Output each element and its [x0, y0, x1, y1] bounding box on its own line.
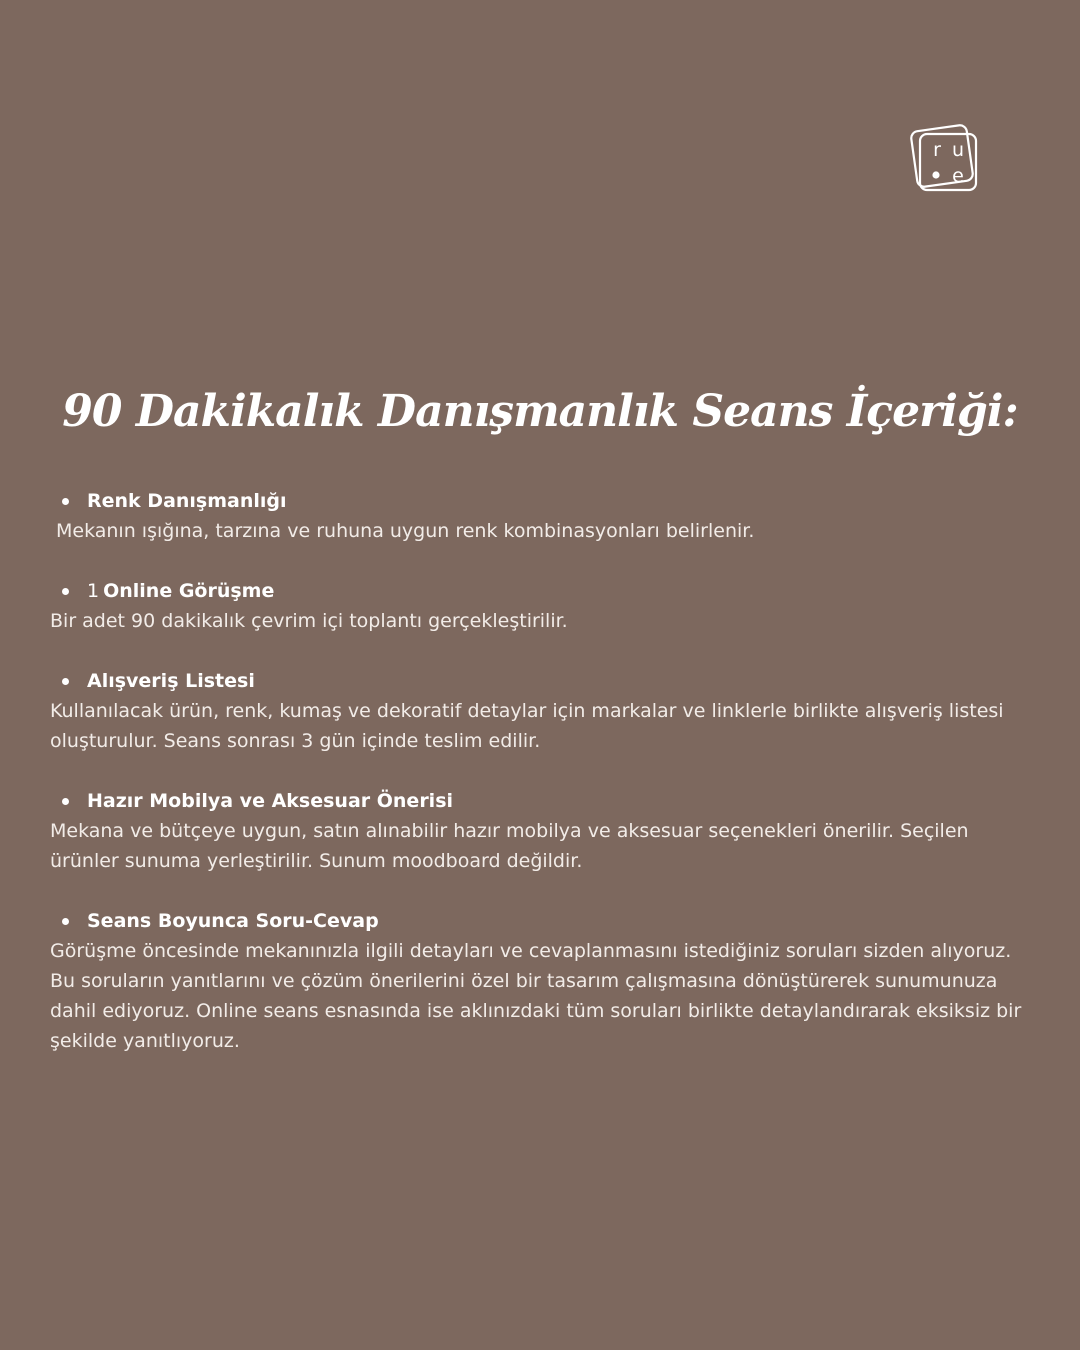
- item-heading: [50, 786, 1040, 816]
- item-description: Görüşme öncesinde mekanınızla ilgili detayları ve cevaplanmasını istediğiniz soruları sizden alıyoruz. Bu soruların yanıtlarını ve çözüm önerilerini özel bir tasarım çalışmasına dönüştürerek sunumunuza dahil ediyoruz. Online seans esnasında ise aklınızdaki tüm soruları birlikte detaylandırarak eksiksiz bir şekilde yanıtlıyoruz.: [50, 940, 1022, 1052]
- list-item: [50, 786, 1040, 876]
- content-list: [50, 486, 1040, 1086]
- item-title-text: Alışveriş Listesi: [87, 670, 255, 692]
- list-item: [50, 666, 1040, 756]
- item-description: Kullanılacak ürün, renk, kumaş ve dekoratif detaylar için markalar ve linklerle birlikte alışveriş listesi oluşturulur. Seans sonrası 3 gün içinde teslim edilir.: [50, 700, 1004, 752]
- logo-dot: [932, 171, 939, 178]
- bullet-icon: [62, 918, 69, 925]
- item-description: Mekanın ışığına, tarzına ve ruhuna uygun renk kombinasyonları belirlenir.: [56, 520, 755, 542]
- page-title: 90 Dakikalık Danışmanlık Seans İçeriği:: [62, 386, 1018, 437]
- item-title: [87, 580, 274, 602]
- list-item: [50, 576, 1040, 636]
- bullet-icon: [62, 798, 69, 805]
- item-title: [87, 490, 287, 512]
- logo-letter-r: r: [933, 139, 941, 161]
- item-heading: [50, 576, 1040, 606]
- item-title: [87, 670, 255, 692]
- item-title-text: Online Görüşme: [103, 580, 275, 602]
- item-heading: [50, 486, 1040, 516]
- bullet-icon: [62, 588, 69, 595]
- item-heading: [50, 666, 1040, 696]
- item-title: [87, 910, 379, 932]
- item-title-text: Hazır Mobilya ve Aksesuar Önerisi: [87, 790, 454, 812]
- rue-logo-icon: [908, 122, 982, 196]
- item-title-text: Seans Boyunca Soru-Cevap: [87, 910, 379, 932]
- list-item: [50, 906, 1040, 1056]
- item-number: 1: [87, 580, 100, 602]
- list-item: [50, 486, 1040, 546]
- item-description: Mekana ve bütçeye uygun, satın alınabilir hazır mobilya ve aksesuar seçenekleri önerilir. Seçilen ürünler sunuma yerleştirilir. Sunum moodboard değildir.: [50, 820, 969, 872]
- logo-letter-u: u: [951, 139, 965, 161]
- bullet-icon: [62, 498, 69, 505]
- item-heading: [50, 906, 1040, 936]
- item-description: Bir adet 90 dakikalık çevrim içi toplantı gerçekleştirilir.: [50, 610, 568, 632]
- item-title-text: Renk Danışmanlığı: [87, 490, 287, 512]
- item-title: [87, 790, 453, 812]
- bullet-icon: [62, 678, 69, 685]
- logo-letter-e: e: [952, 165, 964, 187]
